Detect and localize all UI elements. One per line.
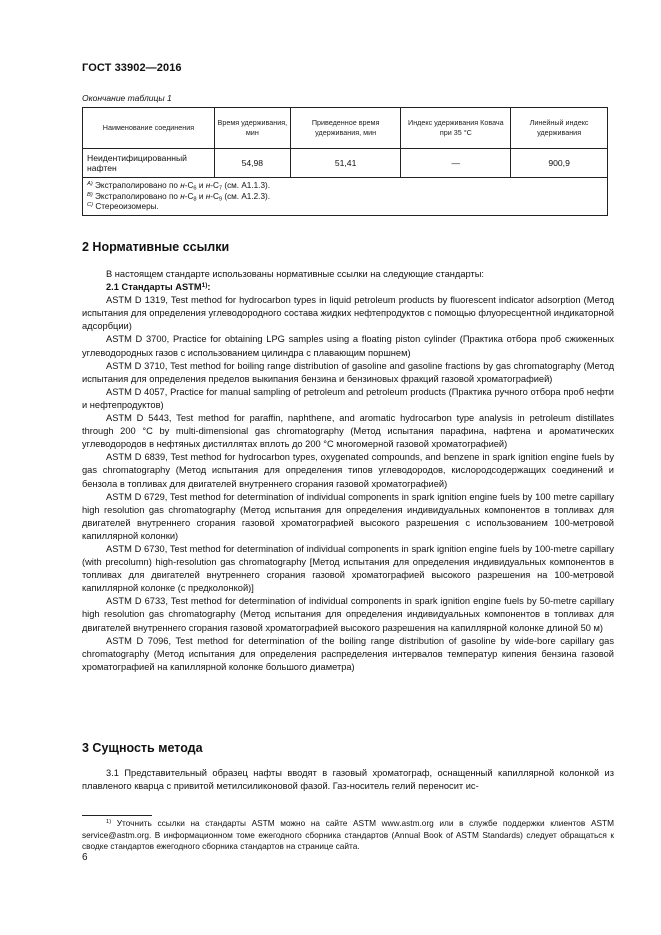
section-3-paragraph: 3.1 Представительный образец нафты вводят в газовый хроматограф, оснащенный капиллярной колонкой из плавленого кварца с привитой метилсиликоновой фазой. Газ-носитель гелий переносит ис-	[82, 768, 614, 792]
retention-table	[82, 107, 608, 216]
table-notes-row	[83, 178, 608, 216]
reference-item: ASTM D 5443, Test method for paraffin, naphthene, and aromatic hydrocarbon type analysis in petroleum distillates through 200 °C by multi-dimensional gas chromatography (Метод испытания парафина, нафтена и ароматических углеводородов в нефтяных дистиллятах вплоть до 200 °C многомерной газовой хроматографией)	[82, 413, 614, 450]
note-b: $^{B)}$ Экстраполировано по $н-С_8$ и $н-С_9$ (см. А1.2.3).	[87, 191, 271, 203]
reference-item: ASTM D 6839, Test method for hydrocarbon types, oxygenated compounds, and benzene in spark ignition engine fuels by gas chromatography (Метод испытания для определения типов углеводородов, кислородсодержащих соединений и бензола в топливах для двигателей внутреннего сгорания газовой хроматографией)	[82, 452, 614, 489]
table-header-row	[83, 108, 608, 149]
section-2-heading: 2 Нормативные ссылки	[82, 240, 230, 254]
cell-relative-retention-time: 51,41	[290, 149, 401, 178]
reference-item: ASTM D 6729, Test method for determination of individual components in spark ignition engine fuels by 100 metre capillary high resolution gas chromatography (Метод испытания для определения индивидуальных компонентов в топливах для двигателей внутреннего сгорания газовой хроматографией высокого разрешения с использованием 100-метровой капиллярной колонки)	[82, 491, 614, 541]
section-3-heading: 3 Сущность метода	[82, 741, 203, 755]
reference-item: ASTM D 6733, Test method for determination of individual components in spark ignition engine fuels by 50-metre capillary high resolution gas chromatography (Метод испытания для определения индивидуальных компонентов в топливах для двигателей внутреннего сгорания газовой хроматографией высокого разрешения на капиллярной колонке длиной 50 м)	[82, 596, 614, 633]
footnote: $^{1)}$ Уточнить ссылки на стандарты ASTM можно на сайте ASTM www.astm.org или в службе поддержки клиентов ASTM service@astm.org. В информационном томе ежегодного сборника стандартов (Annual Book of ASTM Standards) следует обращаться к сводке стандартов ежегодного сборника стандартов на странице сайта.	[82, 818, 614, 851]
col-header-linear-index: Линейный индекс удерживания	[511, 108, 608, 149]
col-header-relative-retention-time: Приведенное время удерживания, мин	[290, 108, 401, 149]
page-number: 6	[82, 852, 88, 863]
table-caption: Окончание таблицы 1	[82, 93, 172, 103]
reference-item: ASTM D 6730, Test method for determination of individual components in spark ignition engine fuels by 100-metre capillary (with precolumn) high-resolution gas chromatography [Метод испытания для определения индивидуальных компонентов в топливах для двигателей внутреннего сгорания газовой хроматографией высокого разрешения на 100-метровой капиллярной колонке (с предколонкой)]	[82, 543, 614, 594]
reference-item: ASTM D 1319, Test method for hydrocarbon types in liquid petroleum products by fluorescent indicator adsorption (Метод испытания для определения углеводородного состава жидких нефтепродуктов с помощью флуоресцентной индикаторной адсорбции)	[82, 295, 614, 332]
reference-item: ASTM D 7096, Test method for determination of the boiling range distribution of gasoline by wide-bore capillary gas chromatography (Метод испытания для определения распределения интервалов температур кипения бензина газовой хроматографией на капиллярной колонке большого диаметра)	[82, 635, 614, 672]
col-header-kovats-index: Индекс удерживания Ковача при 35 °С	[401, 108, 511, 149]
col-header-compound: Наименование соединения	[83, 108, 215, 149]
col-header-retention-time: Время удерживания, мин	[214, 108, 290, 149]
reference-item: ASTM D 4057, Practice for manual sampling of petroleum and petroleum products (Практика ручного отбора проб нефти и нефтепродуктов)	[82, 386, 614, 410]
cell-linear-index: 900,9	[511, 149, 608, 178]
reference-item: ASTM D 3700, Practice for obtaining LPG samples using a floating piston cylinder (Практика отбора проб сжиженных углеводородных газов с использованием цилиндра с плавающим поршнем)	[82, 334, 614, 358]
cell-compound-name: Неидентифицированный нафтен	[83, 149, 215, 178]
reference-item: ASTM D 3710, Test method for boiling range distribution of gasoline and gasoline fractions by gas chromatography (Метод испытания для определения пределов выкипания бензина и бензиновых фракций газовой хроматографией)	[82, 360, 614, 384]
standard-code: ГОСТ 33902—2016	[82, 62, 182, 74]
section-2-intro: В настоящем стандарте использованы нормативные ссылки на следующие стандарты:	[106, 269, 485, 279]
note-c: $^{C)}$ Стереоизомеры.	[87, 202, 159, 211]
subsection-2-1-heading: 2.1 Стандарты ASTM$^{1)}$:	[106, 281, 211, 293]
cell-retention-time: 54,98	[214, 149, 290, 178]
section-2-body	[82, 268, 614, 674]
note-a: $^{A)}$ Экстраполировано по $н-С_6$ и $н-С_7$ (см. А1.1.3).	[87, 181, 271, 192]
table-notes	[83, 178, 608, 216]
footnote-divider	[82, 815, 152, 816]
table-row	[83, 149, 608, 178]
cell-kovats-index: —	[401, 149, 511, 178]
section-3-body	[82, 767, 614, 793]
